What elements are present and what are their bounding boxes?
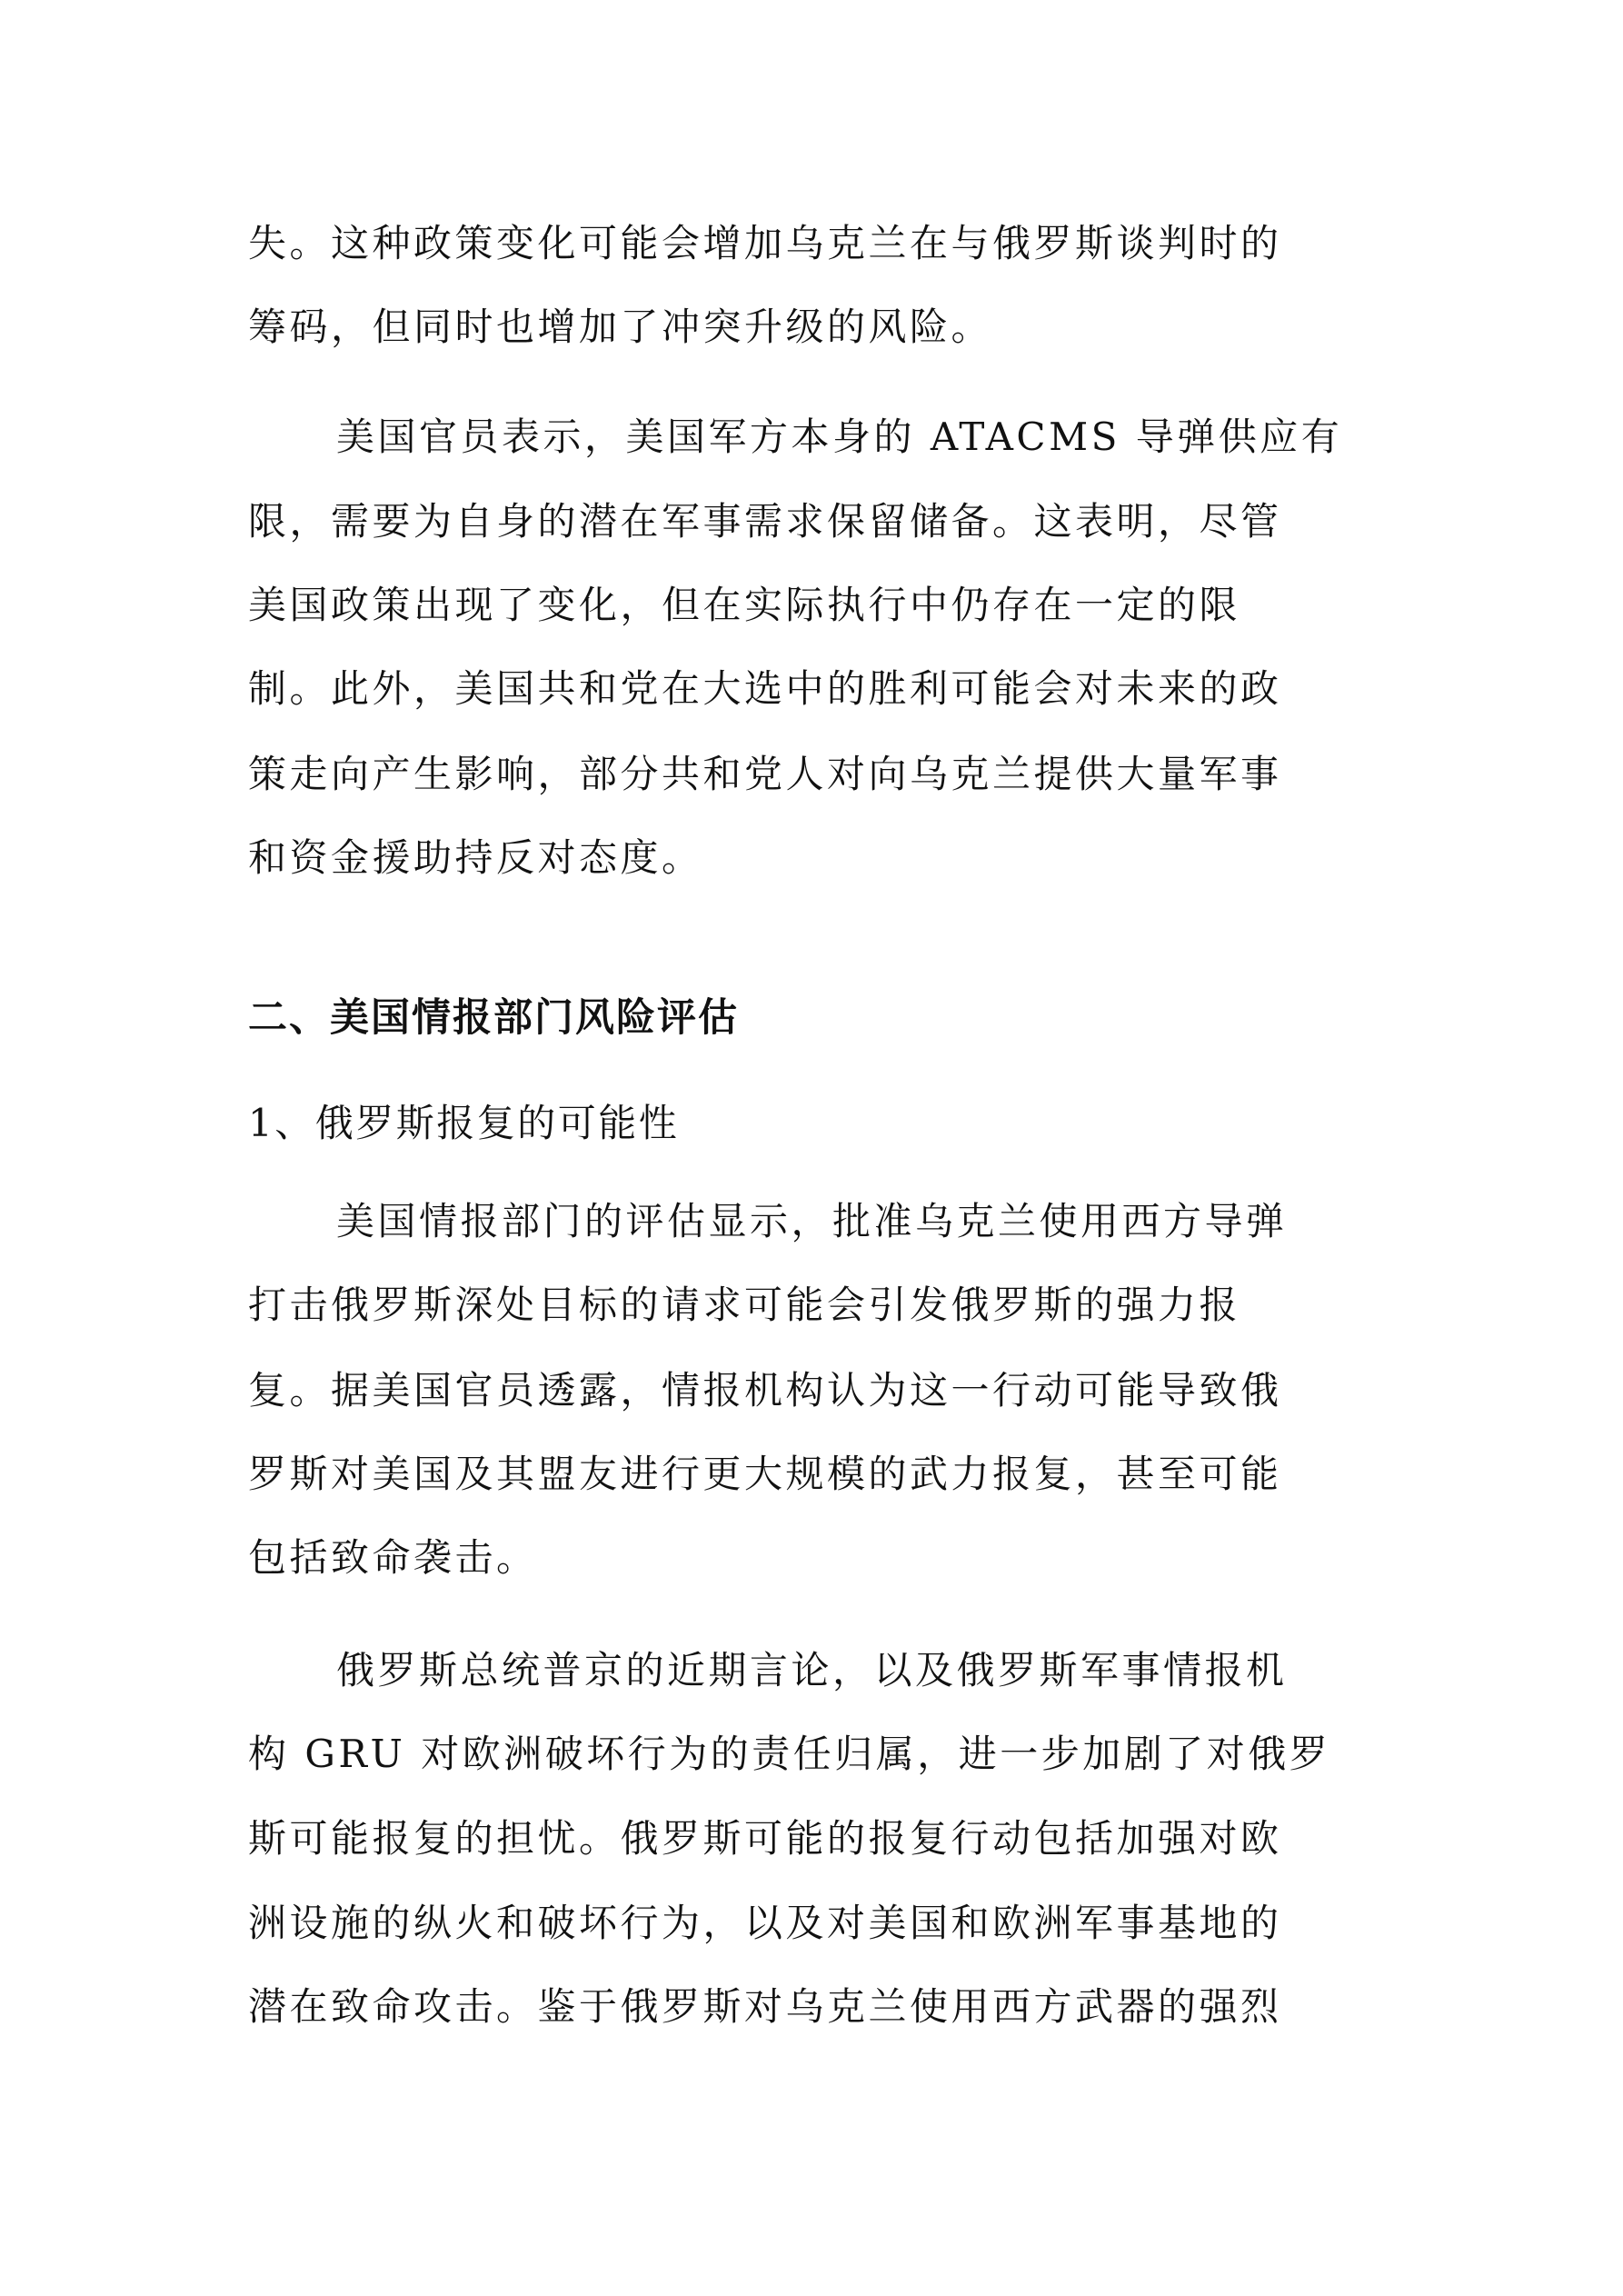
section-heading: 二、美国情报部门风险评估 (248, 995, 739, 1041)
body-text-line: 美国政策出现了变化，但在实际执行中仍存在一定的限 (248, 583, 1241, 627)
body-text-line: 策走向产生影响，部分共和党人对向乌克兰提供大量军事 (248, 752, 1282, 796)
body-text-line: 罗斯对美国及其盟友进行更大规模的武力报复，甚至可能 (248, 1452, 1282, 1496)
body-text-line: 潜在致命攻击。鉴于俄罗斯对乌克兰使用西方武器的强烈 (248, 1984, 1282, 2029)
body-text-line: 构 GRU 对欧洲破坏行为的责任归属，进一步加剧了对俄罗 (248, 1732, 1331, 1776)
body-text-line: 筹码，但同时也增加了冲突升级的风险。 (248, 304, 993, 349)
body-text-line: 斯可能报复的担忧。俄罗斯可能的报复行动包括加强对欧 (248, 1816, 1282, 1861)
body-text-line: 制。此外，美国共和党在大选中的胜利可能会对未来的政 (248, 666, 1282, 711)
body-text-line: 复。据美国官员透露，情报机构认为这一行动可能导致俄 (248, 1368, 1282, 1413)
body-text-line: 洲设施的纵火和破坏行为，以及对美国和欧洲军事基地的 (248, 1901, 1282, 1945)
body-text-line: 和资金援助持反对态度。 (248, 835, 703, 880)
body-text-line: 打击俄罗斯深处目标的请求可能会引发俄罗斯的强力报 (248, 1283, 1241, 1327)
paragraph-first-line: 俄罗斯总统普京的近期言论，以及俄罗斯军事情报机 (336, 1648, 1288, 1692)
paragraph-first-line: 美国情报部门的评估显示，批准乌克兰使用西方导弹 (336, 1199, 1288, 1243)
body-text-line: 包括致命袭击。 (248, 1535, 538, 1580)
subsection-heading: 1、俄罗斯报复的可能性 (248, 1101, 680, 1145)
body-text-line: 失。这种政策变化可能会增加乌克兰在与俄罗斯谈判时的 (248, 221, 1282, 265)
body-text-line: 限，需要为自身的潜在军事需求保留储备。这表明，尽管 (248, 499, 1282, 544)
paragraph-first-line: 美国官员表示，美国军方本身的 ATACMS 导弹供应有 (336, 414, 1343, 459)
